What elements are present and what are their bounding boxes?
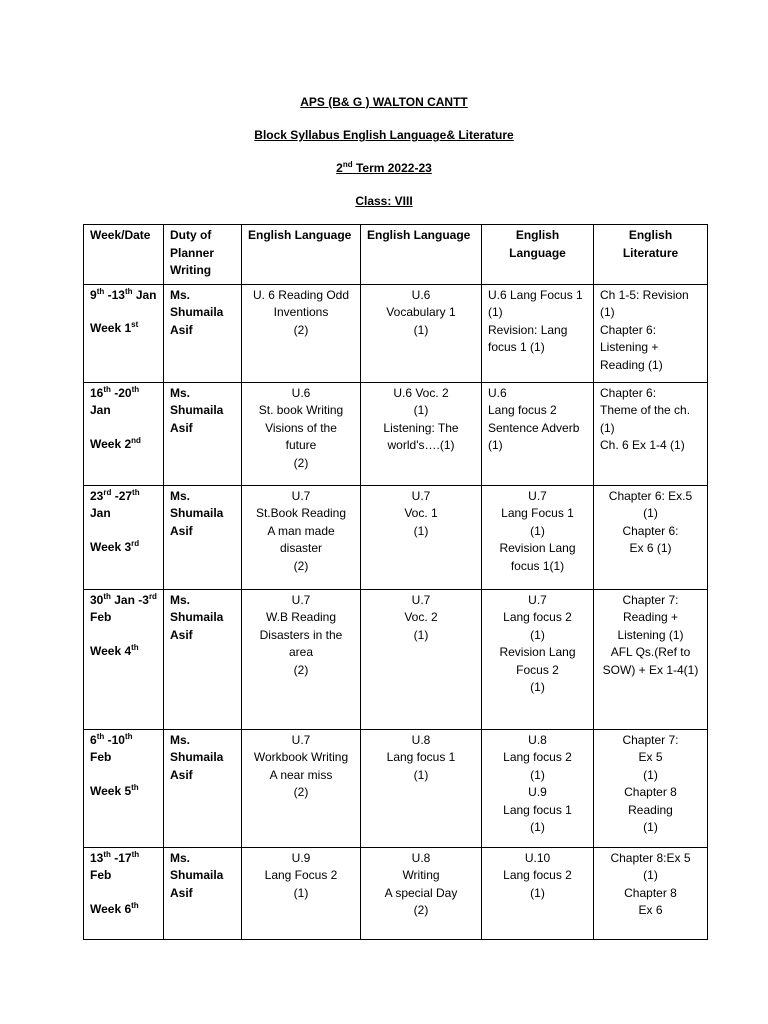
- english-literature-cell: [594, 382, 708, 485]
- english-language-2-cell: [361, 485, 482, 589]
- cell-line: Revision Lang: [499, 541, 576, 555]
- cell-line: U.9: [528, 785, 547, 799]
- date-start: 30: [90, 592, 104, 607]
- english-literature-cell: [594, 847, 708, 939]
- cell-line: Revision Lang: [499, 645, 576, 659]
- planner-name-line: Shumaila: [170, 305, 224, 319]
- planner-name-line: Asif: [170, 523, 193, 538]
- date-end: -20: [110, 385, 132, 400]
- week-date-cell: [84, 729, 164, 847]
- cell-line: Voc. 2: [404, 610, 438, 624]
- planner-cell: [164, 485, 242, 589]
- english-language-1-cell: [242, 485, 361, 589]
- planner-name-line: Ms.: [170, 488, 191, 503]
- cell-line: (1): [643, 868, 658, 882]
- cell-line: St.Book Reading: [255, 506, 347, 520]
- english-language-2-cell: [361, 284, 482, 382]
- planner-name-line: Ms.: [170, 592, 191, 607]
- english-language-2-cell: [361, 729, 482, 847]
- cell-line: future: [285, 438, 317, 452]
- cell-line: U.10: [524, 850, 551, 865]
- date-end: -17: [110, 850, 132, 865]
- document-title: Block Syllabus English Language& Literature: [254, 128, 514, 142]
- planner-name-line: Asif: [170, 767, 193, 782]
- date-end-suffix: rd: [148, 591, 157, 601]
- cell-line: focus 1(1): [510, 558, 565, 573]
- date-end-suffix: th: [124, 731, 133, 741]
- date-start: 16: [90, 385, 104, 400]
- cell-line: Chapter 7:: [622, 732, 679, 747]
- cell-line: U.7: [291, 488, 311, 503]
- cell-line: (1): [600, 305, 615, 319]
- cell-line: Lang focus 2: [503, 750, 572, 764]
- cell-line: Vocabulary 1: [386, 305, 456, 319]
- cell-line: (1): [530, 885, 545, 900]
- cell-line: U.7: [291, 732, 311, 747]
- english-language-1-cell: [242, 847, 361, 939]
- cell-line: Lang focus 2: [503, 868, 572, 882]
- cell-line: Ex 6 (1): [629, 541, 672, 555]
- cell-line: W.B Reading: [265, 610, 337, 624]
- cell-line: Listening (1): [617, 627, 684, 642]
- cell-line: St. book Writing: [258, 403, 344, 417]
- cell-line: U.8: [528, 732, 547, 747]
- cell-line: Disasters in the: [259, 627, 343, 642]
- syllabus-table: [83, 224, 708, 940]
- date-start-suffix: th: [103, 384, 111, 394]
- cell-line: Lang Focus 2: [264, 868, 338, 882]
- cell-line: Ch. 6 Ex 1-4 (1): [600, 438, 685, 452]
- cell-line: Reading: [628, 802, 673, 817]
- cell-line: Chapter 8:Ex 5: [610, 850, 691, 865]
- english-language-1-cell: [242, 382, 361, 485]
- cell-line: (1): [413, 403, 429, 417]
- cell-line: U.7: [528, 488, 547, 503]
- planner-name-line: Asif: [170, 627, 193, 642]
- week-label: Week 1: [90, 321, 132, 335]
- date-end: -10: [104, 732, 125, 747]
- english-language-3-cell: [482, 729, 594, 847]
- cell-line: Chapter 6:: [622, 523, 679, 538]
- week-label: Week 2: [90, 436, 132, 451]
- planner-name-line: Shumaila: [170, 506, 224, 520]
- cell-line: Listening +: [600, 340, 659, 354]
- cell-line: disaster: [279, 541, 323, 555]
- cell-line: Ch 1-5: Revision: [600, 287, 689, 302]
- header-duty-planner: Duty of Planner Writing: [164, 225, 242, 285]
- week-date-cell: [84, 382, 164, 485]
- cell-line: Visions of the: [265, 420, 337, 435]
- english-language-3-cell: [482, 284, 594, 382]
- english-literature-cell: [594, 485, 708, 589]
- english-language-2-cell: [361, 382, 482, 485]
- cell-line: U.8: [411, 850, 431, 865]
- cell-line: SOW) + Ex 1-4(1): [602, 662, 699, 677]
- date-end: -27: [111, 488, 133, 503]
- cell-line: U.6: [488, 385, 507, 400]
- cell-line: U.9: [291, 850, 311, 865]
- date-start: 23: [90, 488, 104, 503]
- planner-name-line: Shumaila: [170, 610, 224, 624]
- cell-line: AFL Qs.(Ref to: [610, 645, 691, 659]
- english-language-2-cell: [361, 589, 482, 729]
- school-name: APS (B& G ) WALTON CANTT: [300, 95, 468, 109]
- english-language-1-cell: [242, 729, 361, 847]
- week-label: Week 6: [90, 901, 132, 916]
- planner-cell: [164, 729, 242, 847]
- planner-name-line: Shumaila: [170, 868, 224, 882]
- date-month: Jan: [90, 403, 111, 417]
- week-label: Week 3: [90, 539, 132, 554]
- table-row: [84, 729, 708, 847]
- week-label: Week 4: [90, 643, 132, 658]
- english-language-3-cell: [482, 382, 594, 485]
- date-start-suffix: th: [96, 731, 105, 741]
- cell-line: U.7: [411, 592, 431, 607]
- english-language-2-cell: [361, 847, 482, 939]
- cell-line: (1): [413, 523, 429, 538]
- date-month: Jan: [90, 506, 111, 520]
- cell-line: Chapter 8: [624, 885, 677, 900]
- planner-cell: [164, 284, 242, 382]
- cell-line: A man made: [267, 523, 335, 538]
- week-date-cell: [84, 485, 164, 589]
- cell-line: (2): [293, 785, 309, 799]
- date-start-suffix: th: [103, 591, 111, 601]
- cell-line: (1): [488, 438, 503, 452]
- cell-line: U.8: [411, 732, 431, 747]
- header-english-literature: English Literature: [594, 225, 708, 285]
- cell-line: Lang focus 1: [386, 750, 456, 764]
- cell-line: U. 6 Reading Odd: [252, 287, 350, 302]
- date-start: 9: [90, 287, 97, 302]
- date-month: Feb: [90, 610, 112, 624]
- cell-line: (1): [293, 885, 309, 900]
- table-row: [84, 284, 708, 382]
- cell-line: Sentence Adverb: [488, 420, 580, 435]
- cell-line: (1): [643, 820, 658, 834]
- week-suffix: th: [131, 642, 139, 652]
- cell-line: (1): [413, 322, 429, 337]
- cell-line: (2): [293, 662, 309, 677]
- cell-line: Lang focus 2: [503, 610, 572, 624]
- week-suffix: rd: [131, 538, 140, 548]
- cell-line: Chapter 6: Ex.5: [608, 488, 693, 503]
- cell-line: world's….(1): [387, 438, 455, 452]
- planner-cell: [164, 847, 242, 939]
- table-row: [84, 589, 708, 729]
- date-start: 13: [90, 850, 104, 865]
- term-prefix: 2: [336, 161, 343, 175]
- cell-line: Writing: [402, 868, 440, 882]
- table-body: [84, 284, 708, 939]
- planner-name-line: Asif: [170, 322, 193, 337]
- planner-cell: [164, 382, 242, 485]
- cell-line: Voc. 1: [404, 506, 438, 520]
- cell-line: Ex 6: [638, 903, 663, 917]
- english-literature-cell: [594, 284, 708, 382]
- date-end-suffix: th: [124, 286, 133, 296]
- cell-line: (1): [488, 305, 503, 319]
- cell-line: Chapter 6:: [600, 385, 657, 400]
- english-literature-cell: [594, 589, 708, 729]
- planner-name-line: Ms.: [170, 385, 191, 400]
- date-start-suffix: th: [96, 286, 105, 296]
- cell-line: (1): [600, 420, 615, 435]
- cell-line: Theme of the ch.: [600, 403, 691, 417]
- cell-line: (1): [530, 820, 545, 834]
- planner-name-line: Ms.: [170, 732, 191, 747]
- english-language-1-cell: [242, 589, 361, 729]
- week-suffix: nd: [131, 435, 141, 445]
- cell-line: area: [288, 645, 314, 659]
- english-language-3-cell: [482, 847, 594, 939]
- cell-line: focus 1 (1): [488, 340, 545, 354]
- cell-line: (1): [530, 523, 545, 538]
- term-suffix: nd: [342, 160, 353, 169]
- cell-line: (1): [530, 627, 545, 642]
- date-start-suffix: rd: [103, 487, 112, 497]
- header-english-language-1: English Language: [242, 225, 361, 285]
- cell-line: Inventions: [273, 305, 329, 319]
- date-start-suffix: th: [103, 849, 111, 859]
- planner-name-line: Shumaila: [170, 750, 224, 764]
- cell-line: Lang Focus 1: [501, 506, 574, 520]
- cell-line: U.6 Voc. 2: [393, 385, 449, 400]
- english-language-3-cell: [482, 589, 594, 729]
- date-start: 6: [90, 732, 97, 747]
- cell-line: A special Day: [384, 885, 458, 900]
- english-language-1-cell: [242, 284, 361, 382]
- cell-line: Chapter 7:: [622, 592, 679, 607]
- term-label: [0, 161, 768, 175]
- class-label: Class: VIII: [355, 194, 413, 208]
- planner-name-line: Ms.: [170, 850, 191, 865]
- cell-line: U.6: [291, 385, 311, 400]
- header-english-language-2: English Language: [361, 225, 482, 285]
- planner-name-line: Asif: [170, 885, 193, 900]
- header-week-date: Week/Date: [84, 225, 164, 285]
- cell-line: (1): [643, 767, 658, 782]
- cell-line: (1): [413, 627, 429, 642]
- planner-name-line: Shumaila: [170, 403, 224, 417]
- date-end-suffix: th: [132, 487, 140, 497]
- cell-line: A near miss: [269, 767, 333, 782]
- cell-line: Chapter 8: [624, 785, 677, 799]
- cell-line: (1): [530, 767, 545, 782]
- header-row: [84, 225, 708, 285]
- date-end-suffix: th: [131, 384, 140, 394]
- cell-line: (2): [293, 322, 309, 337]
- cell-line: Workbook Writing: [253, 750, 349, 764]
- english-language-3-cell: [482, 485, 594, 589]
- week-date-cell: [84, 284, 164, 382]
- cell-line: Reading (1): [600, 357, 663, 372]
- cell-line: Listening: The: [383, 420, 459, 435]
- date-month: Jan: [132, 287, 157, 302]
- date-end: -13: [104, 287, 125, 302]
- term-rest: Term 2022-23: [352, 161, 432, 175]
- cell-line: (1): [643, 506, 658, 520]
- week-suffix: th: [131, 900, 139, 910]
- cell-line: U.7: [411, 488, 431, 503]
- week-suffix: st: [131, 320, 139, 329]
- cell-line: Lang focus 1: [503, 802, 572, 817]
- cell-line: Ex 5: [638, 750, 663, 764]
- cell-line: Lang focus 2: [488, 403, 557, 417]
- cell-line: Revision: Lang: [488, 322, 568, 337]
- table-row: [84, 847, 708, 939]
- date-month: Feb: [90, 868, 112, 882]
- cell-line: U.6: [411, 287, 431, 302]
- planner-name-line: Asif: [170, 420, 193, 435]
- table-row: [84, 485, 708, 589]
- week-date-cell: [84, 847, 164, 939]
- cell-line: (2): [413, 903, 429, 917]
- cell-line: Chapter 6:: [600, 322, 657, 337]
- cell-line: (2): [293, 455, 309, 470]
- cell-line: U.6 Lang Focus 1: [488, 287, 583, 302]
- week-suffix: th: [131, 782, 139, 792]
- table-row: [84, 382, 708, 485]
- week-label: Week 5: [90, 783, 132, 798]
- date-month: Feb: [90, 750, 112, 764]
- header-english-language-3: English Language: [482, 225, 594, 285]
- cell-line: Reading +: [622, 610, 679, 624]
- cell-line: (2): [293, 558, 309, 573]
- planner-name-line: Ms.: [170, 287, 191, 302]
- date-end: Jan -3: [110, 592, 149, 607]
- cell-line: U.7: [528, 592, 547, 607]
- english-literature-cell: [594, 729, 708, 847]
- cell-line: Focus 2: [516, 662, 559, 677]
- cell-line: (1): [413, 767, 429, 782]
- cell-line: (1): [530, 680, 545, 694]
- week-date-cell: [84, 589, 164, 729]
- planner-cell: [164, 589, 242, 729]
- date-end-suffix: th: [131, 849, 140, 859]
- cell-line: U.7: [291, 592, 311, 607]
